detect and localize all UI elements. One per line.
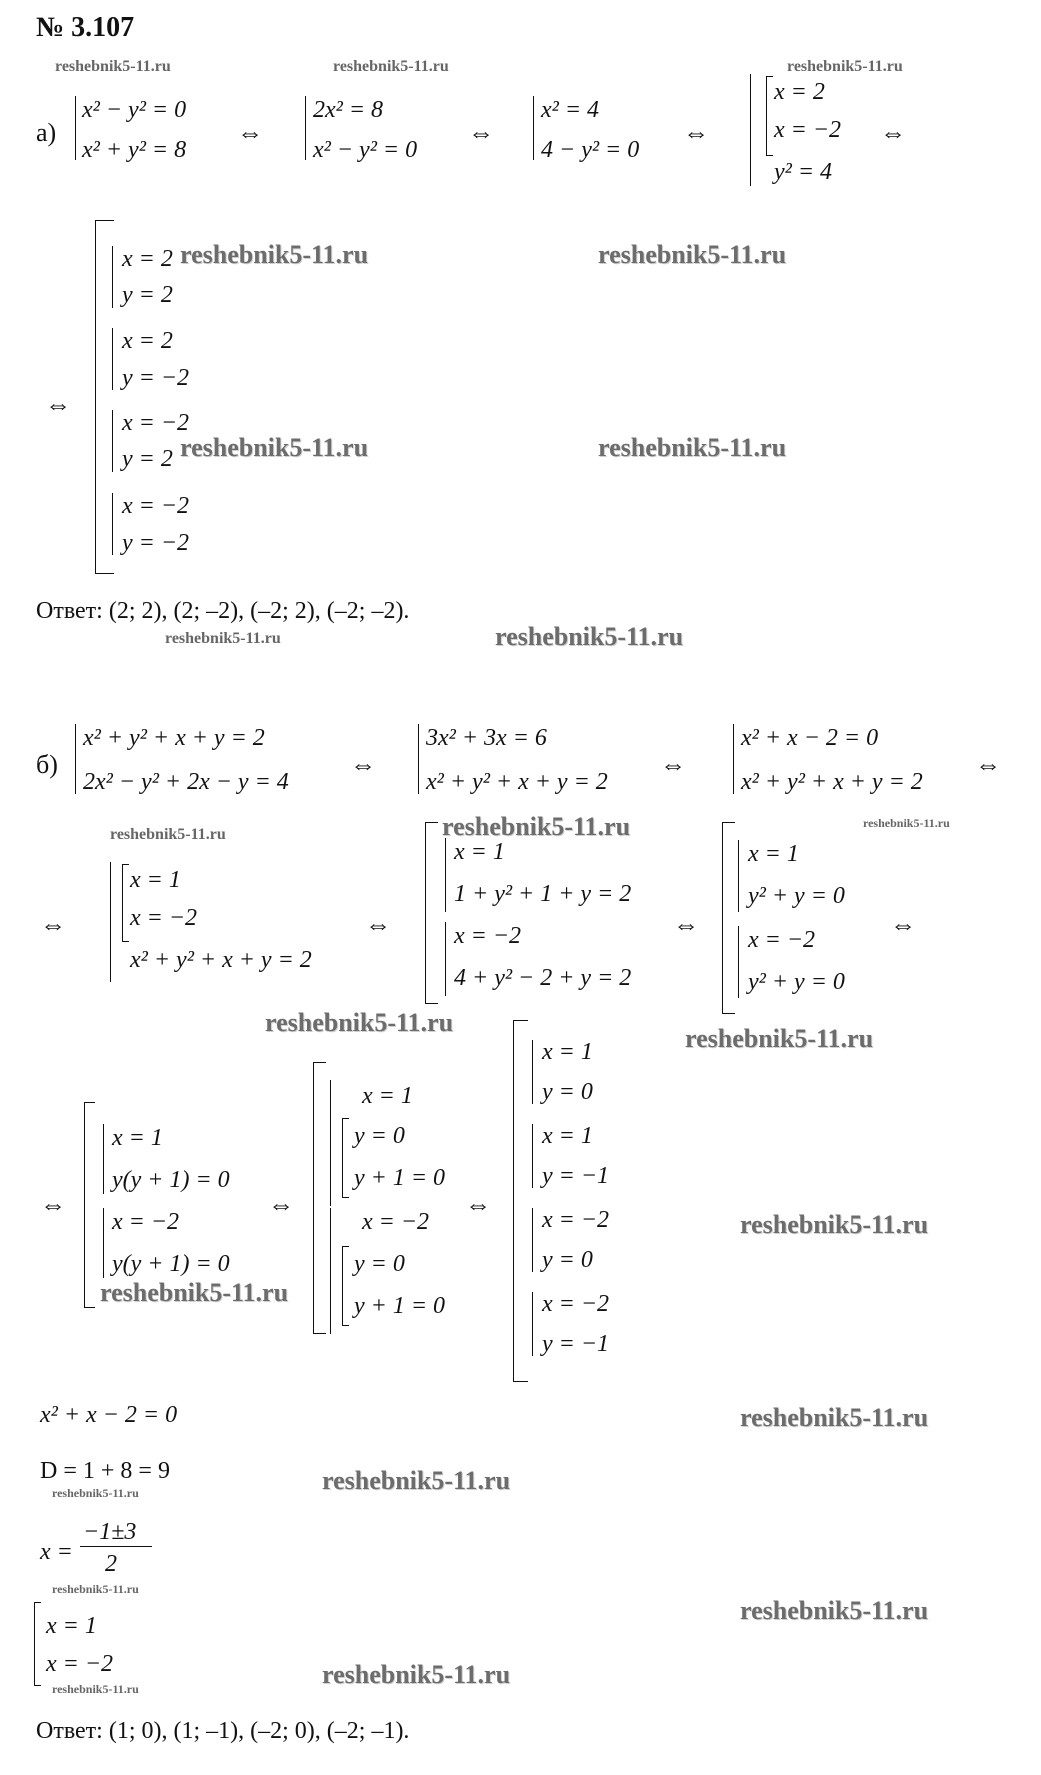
- watermark: reshebnik5-11.ru: [180, 433, 369, 462]
- set-bracket: [342, 1246, 349, 1326]
- equivalence-symbol: ⇔: [268, 1190, 294, 1219]
- equation: x = −2: [130, 905, 198, 931]
- set-bracket: [766, 76, 773, 156]
- equation: x = −2: [748, 927, 816, 953]
- equation: 1 + y² + 1 + y = 2: [454, 881, 632, 907]
- equation: y = 0: [542, 1079, 593, 1105]
- watermark: reshebnik5-11.ru: [863, 816, 950, 830]
- equation: 2x² − y² + 2x − y = 4: [83, 769, 289, 795]
- equation: x = 2: [122, 246, 173, 272]
- watermark: reshebnik5-11.ru: [180, 240, 369, 269]
- equation: x² = 4: [541, 97, 600, 123]
- equation: x = 1: [542, 1039, 593, 1065]
- watermark: reshebnik5-11.ru: [495, 622, 684, 651]
- equivalence-symbol: ⇔: [350, 750, 376, 779]
- equation: y + 1 = 0: [354, 1165, 446, 1191]
- set-bracket: [342, 1118, 349, 1198]
- system-brace: [533, 96, 534, 160]
- system-brace: [532, 1124, 533, 1188]
- system-brace: [532, 1040, 533, 1104]
- system-brace: [110, 862, 111, 982]
- watermark: reshebnik5-11.ru: [322, 1466, 511, 1495]
- watermark: reshebnik5-11.ru: [598, 433, 787, 462]
- set-bracket: [722, 822, 735, 1014]
- equation: x = −2: [122, 493, 190, 519]
- watermark: reshebnik5-11.ru: [100, 1278, 289, 1307]
- equation: x² + y² + x + y = 2: [426, 769, 608, 795]
- equation: x = 1: [748, 841, 799, 867]
- equation: x = −2: [542, 1291, 610, 1317]
- equivalence-symbol: ⇔: [890, 910, 916, 939]
- root-formula-prefix: x =: [40, 1539, 73, 1565]
- discriminant: D = 1 + 8 = 9: [40, 1458, 170, 1484]
- equation: y(y + 1) = 0: [112, 1251, 230, 1277]
- quadratic-equation: x² + x − 2 = 0: [40, 1402, 178, 1428]
- equation: x² − y² = 0: [313, 137, 418, 163]
- equation: x² − y² = 0: [82, 97, 187, 123]
- equation: x² + y² + x + y = 2: [741, 769, 923, 795]
- equation: 4 − y² = 0: [541, 137, 640, 163]
- root-numerator: −1±3: [83, 1519, 137, 1545]
- watermark: reshebnik5-11.ru: [333, 58, 449, 75]
- equation: x² + y² + x + y = 2: [83, 725, 265, 751]
- equivalence-symbol: ⇔: [365, 910, 391, 939]
- system-brace: [445, 838, 446, 912]
- system-brace: [112, 493, 113, 555]
- equation: 2x² = 8: [313, 97, 384, 123]
- equation: y² + y = 0: [748, 969, 845, 995]
- equation: x = 2: [774, 79, 825, 105]
- equation: y = −2: [122, 530, 190, 556]
- system-brace: [738, 926, 739, 998]
- fraction-line: [80, 1546, 152, 1547]
- system-brace: [330, 1080, 331, 1206]
- watermark: reshebnik5-11.ru: [598, 240, 787, 269]
- equivalence-symbol: ⇔: [683, 118, 709, 147]
- equation: x² + x − 2 = 0: [741, 725, 879, 751]
- equivalence-symbol: ⇔: [468, 118, 494, 147]
- set-bracket: [84, 1102, 95, 1308]
- equivalence-symbol: ⇔: [660, 750, 686, 779]
- system-brace: [103, 1124, 104, 1194]
- equation: y = 0: [354, 1123, 405, 1149]
- watermark: reshebnik5-11.ru: [740, 1403, 929, 1432]
- system-brace: [532, 1208, 533, 1272]
- system-brace: [112, 246, 113, 308]
- system-brace: [112, 328, 113, 390]
- equivalence-symbol: ⇔: [465, 1190, 491, 1219]
- equation: x = 2: [122, 328, 173, 354]
- set-bracket: [425, 822, 438, 1004]
- equation: x = −2: [46, 1651, 114, 1677]
- root-denominator: 2: [105, 1551, 117, 1577]
- equation: y² + y = 0: [748, 883, 845, 909]
- answer-b: Ответ: (1; 0), (1; –1), (–2; 0), (–2; –1).: [36, 1718, 410, 1744]
- equation: x = 1: [46, 1613, 97, 1639]
- equation: y² = 4: [774, 159, 833, 185]
- system-brace: [738, 840, 739, 912]
- equation: y = 2: [122, 446, 173, 472]
- system-brace: [103, 1208, 104, 1278]
- watermark: reshebnik5-11.ru: [55, 58, 171, 75]
- watermark: reshebnik5-11.ru: [265, 1008, 454, 1037]
- equivalence-symbol: ⇔: [237, 118, 263, 147]
- watermark: reshebnik5-11.ru: [740, 1596, 929, 1625]
- system-brace: [445, 922, 446, 996]
- equation: 4 + y² − 2 + y = 2: [454, 965, 632, 991]
- equation: x = 1: [362, 1083, 413, 1109]
- equation: x = 1: [112, 1125, 163, 1151]
- answer-a: Ответ: (2; 2), (2; –2), (–2; 2), (–2; –2).: [36, 598, 410, 624]
- set-bracket: [513, 1020, 528, 1382]
- watermark: reshebnik5-11.ru: [442, 812, 631, 841]
- equivalence-symbol: ⇔: [975, 750, 1001, 779]
- equivalence-symbol: ⇔: [673, 910, 699, 939]
- equation: x² + y² = 8: [82, 137, 187, 163]
- watermark: reshebnik5-11.ru: [165, 630, 281, 647]
- set-bracket: [313, 1062, 326, 1334]
- system-brace: [330, 1208, 331, 1334]
- equation: y = 0: [542, 1247, 593, 1273]
- equivalence-symbol: ⇔: [45, 390, 71, 419]
- system-brace: [75, 96, 76, 160]
- system-brace: [733, 724, 734, 794]
- equation: x = −2: [542, 1207, 610, 1233]
- equation: x = 1: [130, 867, 181, 893]
- equation: y = −1: [542, 1163, 610, 1189]
- equation: x = −2: [774, 117, 842, 143]
- equation: x = −2: [454, 923, 522, 949]
- equation: x² + y² + x + y = 2: [130, 947, 312, 973]
- watermark: reshebnik5-11.ru: [322, 1660, 511, 1689]
- equation: y = −1: [542, 1331, 610, 1357]
- system-brace: [75, 724, 76, 794]
- watermark: reshebnik5-11.ru: [685, 1024, 874, 1053]
- equivalence-symbol: ⇔: [40, 1190, 66, 1219]
- part-a-label: а): [36, 118, 57, 147]
- equation: x = −2: [122, 410, 190, 436]
- equation: x = 1: [454, 839, 505, 865]
- equation: x = −2: [112, 1209, 180, 1235]
- equation: y = −2: [122, 365, 190, 391]
- system-brace: [305, 96, 306, 160]
- equation: 3x² + 3x = 6: [426, 725, 547, 751]
- watermark: reshebnik5-11.ru: [110, 826, 226, 843]
- equation: y + 1 = 0: [354, 1293, 446, 1319]
- equation: x = −2: [362, 1209, 430, 1235]
- equivalence-symbol: ⇔: [40, 910, 66, 939]
- watermark: reshebnik5-11.ru: [740, 1210, 929, 1239]
- watermark: reshebnik5-11.ru: [52, 1682, 139, 1696]
- problem-number: № 3.107: [36, 12, 135, 43]
- equation: x = 1: [542, 1123, 593, 1149]
- set-bracket: [122, 864, 129, 942]
- equation: y = 0: [354, 1251, 405, 1277]
- equation: y = 2: [122, 282, 173, 308]
- system-brace: [112, 410, 113, 472]
- watermark: reshebnik5-11.ru: [52, 1486, 139, 1500]
- watermark: reshebnik5-11.ru: [52, 1582, 139, 1596]
- system-brace: [418, 724, 419, 794]
- system-brace: [750, 74, 751, 186]
- equation: y(y + 1) = 0: [112, 1167, 230, 1193]
- watermark: reshebnik5-11.ru: [787, 58, 903, 75]
- set-bracket: [34, 1602, 41, 1686]
- part-b-label: б): [36, 750, 58, 779]
- system-brace: [532, 1292, 533, 1356]
- equivalence-symbol: ⇔: [880, 118, 906, 147]
